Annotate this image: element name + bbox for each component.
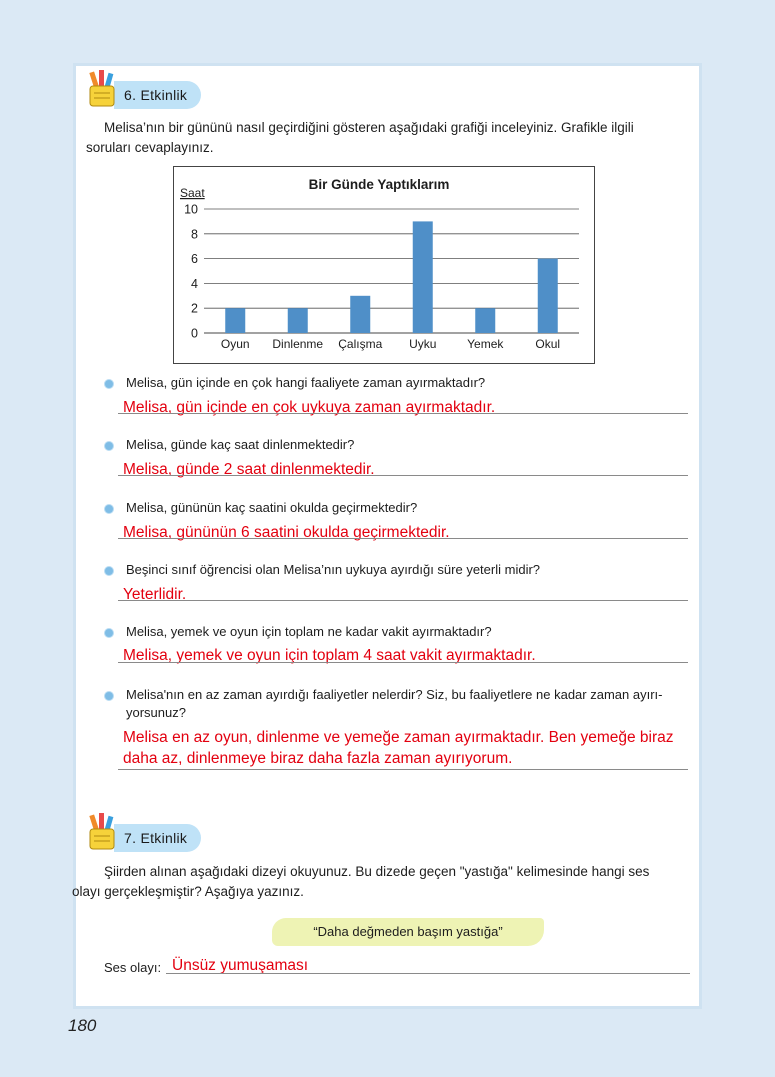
x-tick-label: Dinlenme — [272, 337, 324, 351]
question-text: Melisa, günde kaç saat dinlenmektedir? — [126, 437, 355, 452]
bar-çalışma — [350, 296, 370, 333]
bar-chart-svg — [174, 167, 594, 363]
activity-6-header — [86, 80, 201, 110]
sound-event-answer[interactable]: Ünsüz yumuşaması — [172, 957, 309, 974]
x-tick-label: Çalışma — [338, 337, 383, 351]
activity-7-header — [86, 823, 201, 853]
answer-line — [118, 769, 688, 770]
bar-chart — [173, 166, 595, 364]
bar-okul — [538, 259, 558, 333]
bullet-icon — [104, 379, 114, 389]
answer-line — [118, 475, 688, 476]
poem-quote: “Daha değmeden başım yastığa” — [272, 918, 544, 946]
bullet-icon — [104, 566, 114, 576]
answer-line — [166, 973, 690, 974]
question-text: Melisa, gününün kaç saatini okulda geçirmektedir? — [126, 500, 418, 515]
bar-oyun — [225, 308, 245, 333]
question-2 — [104, 436, 354, 454]
answer-line — [118, 538, 688, 539]
bar-uyku — [413, 221, 433, 333]
bullet-icon — [104, 441, 114, 451]
x-tick-label: Yemek — [467, 337, 504, 351]
answer-line — [118, 413, 688, 414]
bullet-icon — [104, 628, 114, 638]
y-tick-label: 6 — [191, 252, 198, 267]
activity-7-intro-line2: olayı gerçekleşmiştir? Aşağıya yazınız. — [72, 884, 304, 899]
answer-6-line1[interactable]: Melisa en az oyun, dinlenme ve yemeğe zaman ayırmaktadır. Ben yemeğe biraz — [123, 729, 674, 746]
y-tick-label: 2 — [191, 301, 198, 316]
question-text: Melisa, gün içinde en çok hangi faaliyete zaman ayırmaktadır? — [126, 375, 486, 390]
y-tick-label: 0 — [191, 326, 198, 341]
bullet-icon — [104, 691, 114, 701]
x-tick-label: Oyun — [220, 337, 250, 351]
question-6 — [104, 686, 662, 722]
question-text-line2: yorsunuz? — [126, 705, 186, 720]
question-1 — [104, 374, 485, 392]
answer-2[interactable]: Melisa, günde 2 saat dinlenmektedir. — [123, 461, 375, 478]
answer-6-line2[interactable]: daha az, dinlenmeye biraz daha fazla zaman ayırıyorum. — [123, 750, 513, 767]
answer-line — [118, 600, 688, 601]
question-text: Beşinci sınıf öğrencisi olan Melisa’nın uykuya ayırdığı süre yeterli midir? — [126, 562, 541, 577]
question-text: Melisa, yemek ve oyun için toplam ne kadar vakit ayırmaktadır? — [126, 624, 492, 639]
activity-6-title: 6. Etkinlik — [114, 81, 201, 109]
page-number: 180 — [68, 1016, 97, 1035]
y-tick-label: 4 — [191, 276, 198, 291]
y-tick-label: 8 — [191, 227, 198, 242]
answer-4[interactable]: Yeterlidir. — [123, 586, 187, 603]
question-5 — [104, 623, 492, 641]
y-tick-label: 10 — [184, 202, 198, 217]
pencil-cup-icon — [86, 813, 120, 851]
x-tick-label: Okul — [535, 337, 561, 351]
bar-yemek — [475, 308, 495, 333]
x-tick-label: Uyku — [409, 337, 437, 351]
pencil-cup-icon — [86, 70, 120, 108]
answer-1[interactable]: Melisa, gün içinde en çok uykuya zaman ayırmaktadır. — [123, 399, 496, 416]
activity-7-title: 7. Etkinlik — [114, 824, 201, 852]
sound-event-label: Ses olayı: — [104, 960, 162, 975]
activity-6-intro-line2: soruları cevaplayınız. — [86, 140, 214, 155]
question-text-line1: Melisa'nın en az zaman ayırdığı faaliyetler nelerdir? Siz, bu faaliyetlere ne kadar zaman ayırı- — [126, 687, 663, 702]
activity-6-intro-line1: Melisa’nın bir gününü nasıl geçirdiğini gösteren aşağıdaki grafiği inceleyiniz. Grafikle ilgili — [104, 120, 634, 135]
y-axis-label: Saat — [180, 186, 205, 200]
question-text — [126, 686, 662, 722]
activity-7-intro-line1: Şiirden alınan aşağıdaki dizeyi okuyunuz. Bu dizede geçen "yastığa" kelimesinde hangi ses — [104, 864, 650, 879]
answer-line — [118, 662, 688, 663]
answer-3[interactable]: Melisa, gününün 6 saatini okulda geçirmektedir. — [123, 524, 450, 541]
question-4 — [104, 561, 540, 579]
bullet-icon — [104, 504, 114, 514]
bar-dinlenme — [288, 308, 308, 333]
answer-5[interactable]: Melisa, yemek ve oyun için toplam 4 saat vakit ayırmaktadır. — [123, 647, 536, 664]
chart-title: Bir Günde Yaptıklarım — [308, 177, 450, 192]
question-3 — [104, 499, 417, 517]
